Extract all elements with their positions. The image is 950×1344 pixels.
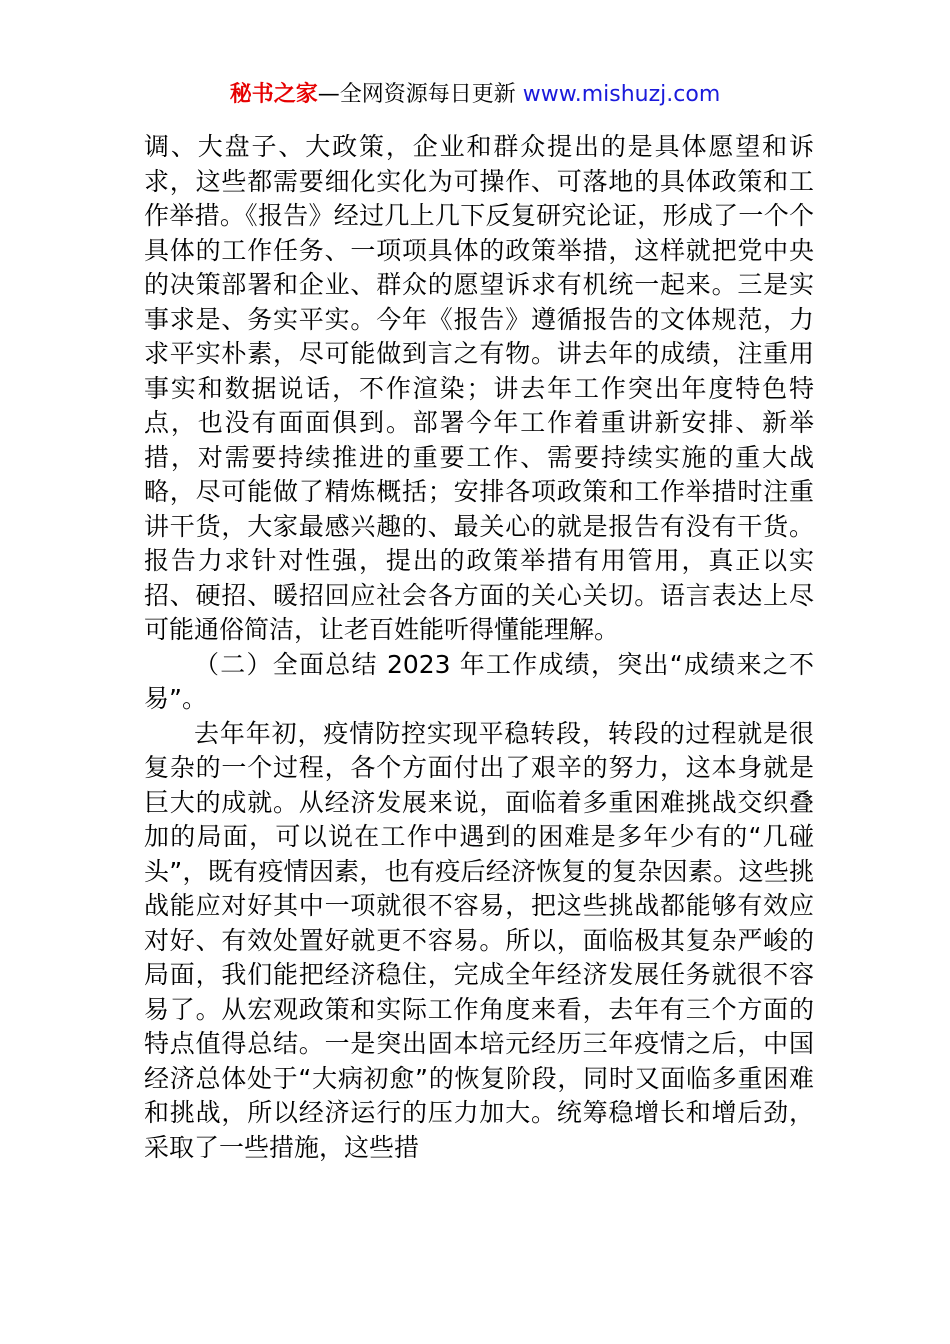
section-heading: （二）全面总结 2023 年工作成绩，突出“成绩来之不易”。: [144, 649, 814, 713]
document-body: [144, 130, 814, 1165]
site-url-link[interactable]: www.mishuzj.com: [522, 82, 721, 107]
page-header: [0, 80, 950, 110]
paragraph: 去年年初，疫情防控实现平稳转段，转段的过程就是很复杂的一个过程，各个方面付出了艰辛的努力，这本身就是巨大的成就。从经济发展来说，面临着多重困难挑战交织叠加的局面，可以说在工作中遇到的困难是多年少有的“几碰头”，既有疫情因素，也有疫后经济恢复的复杂因素。这些挑战能应对好其中一项就很不容易，把这些挑战都能够有效应对好、有效处置好就更不容易。所以，面临极其复杂严峻的局面，我们能把经济稳住，完成全年经济发展任务就很不容易了。从宏观政策和实际工作角度来看，去年有三个方面的特点值得总结。一是突出固本培元经历三年疫情之后，中国经济总体处于“大病初愈”的恢复阶段，同时又面临多重困难和挑战，所以经济运行的压力加大。统筹稳增长和增后劲，采取了一些措施，这些措: [144, 718, 814, 1162]
site-brand: 秘书之家: [229, 82, 318, 107]
site-tagline: —全网资源每日更新: [317, 82, 523, 107]
paragraph-continuation: 调、大盘子、大政策，企业和群众提出的是具体愿望和诉求，这些都需要细化实化为可操作、可落地的具体政策和工作举措。《报告》经过几上几下反复研究论证，形成了一个个具体的工作任务、一项项具体的政策举措，这样就把党中央的决策部署和企业、群众的愿望诉求有机统一起来。三是实事求是、务实平实。今年《报告》遵循报告的文体规范，力求平实朴素，尽可能做到言之有物。讲去年的成绩，注重用事实和数据说话，不作渲染；讲去年工作突出年度特色特点，也没有面面俱到。部署今年工作着重讲新安排、新举措，对需要持续推进的重要工作、需要持续实施的重大战略，尽可能做了精炼概括；安排各项政策和工作举措时注重讲干货，大家最感兴趣的、最关心的就是报告有没有干货。报告力求针对性强，提出的政策举措有用管用，真正以实招、硬招、暖招回应社会各方面的关心关切。语言表达上尽可能通俗简洁，让老百姓能听得懂能理解。: [144, 132, 814, 644]
